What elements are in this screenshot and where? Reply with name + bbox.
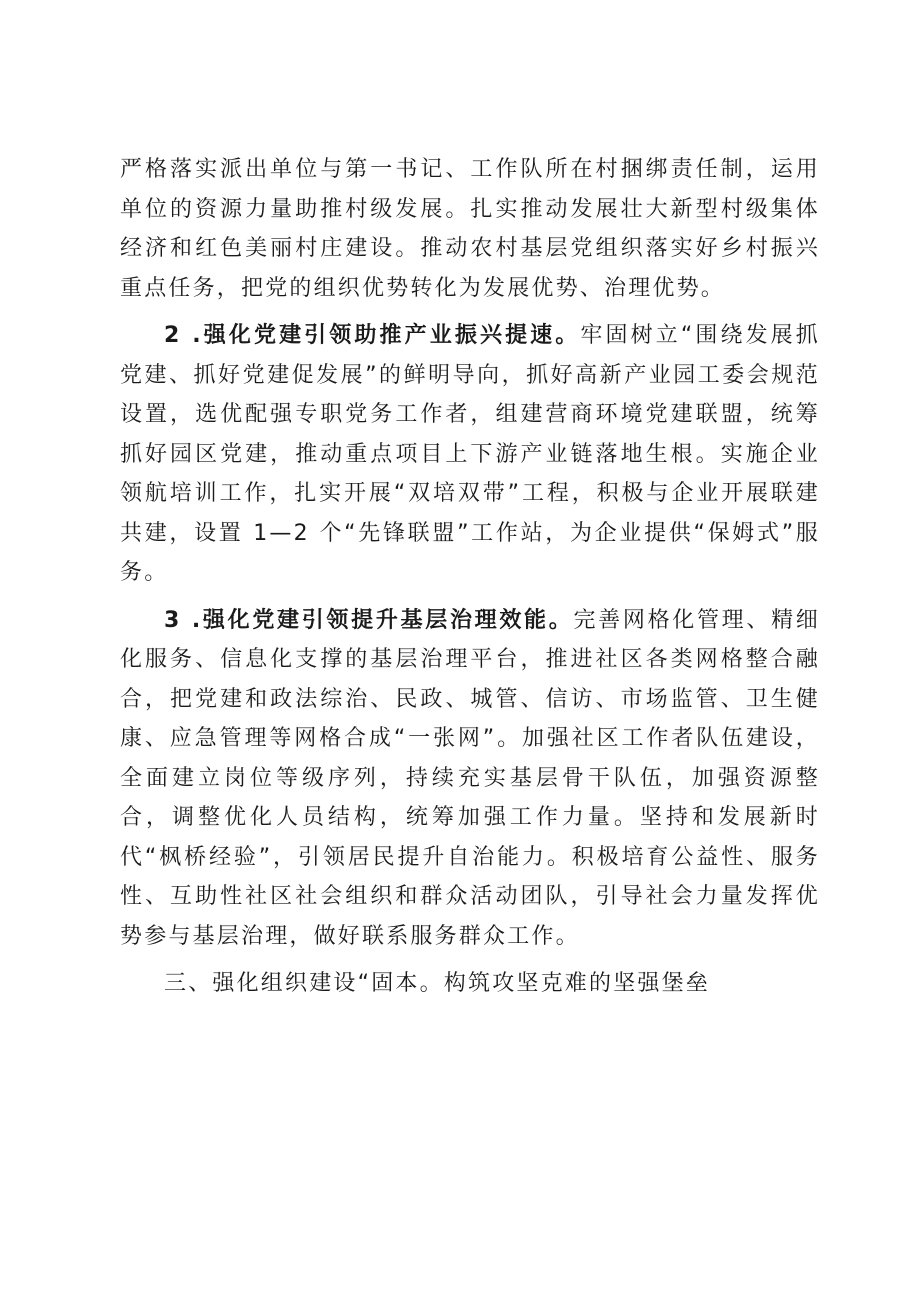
paragraph-heading: 3 .强化党建引领提升基层治理效能。 (164, 607, 574, 633)
paragraph-village-responsibility (120, 150, 820, 308)
paragraph-grassroots-governance (120, 601, 820, 957)
paragraph-text: 严格落实派出单位与第一书记、工作队所在村捆绑责任制，运用单位的资源力量助推村级发展。扎实推动发展壮大新型村级集体经济和红色美丽村庄建设。推动农村基层党组织落实好乡村振兴重点任务，把党的组织优势转化为发展优势、治理优势。 (120, 157, 820, 301)
paragraph-text: 牢固树立“围绕发展抓党建、抓好党建促发展”的鲜明导向，抓好高新产业园工委会规范设置，选优配强专职党务工作者，组建营商环境党建联盟，统筹抓好园区党建，推动重点项目上下游产业链落地生根。实施企业领航培训工作，扎实开展“双培双带”工程，积极与企业开展联建共建，设置 1—2 个“先锋联盟”工作站，为企业提供“保姆式”服务。 (120, 323, 820, 585)
section-heading (120, 964, 820, 1004)
section-heading-text: 三、强化组织建设“固本。构筑攻坚克难的坚强堡垒 (164, 971, 710, 996)
paragraph-heading: 2 .强化党建引领助推产业振兴提速。 (164, 323, 581, 348)
document-body (120, 150, 820, 1004)
paragraph-industry-revitalization (120, 316, 820, 593)
paragraph-text: 完善网格化管理、精细化服务、信息化支撑的基层治理平台，推进社区各类网格整合融合，把党建和政法综治、民政、城管、信访、市场监管、卫生健康、应急管理等网格合成“一张网”。加强社区工作者队伍建设，全面建立岗位等级序列，持续充实基层骨干队伍，加强资源整合，调整优化人员结构，统筹加强工作力量。坚持和发展新时代“枫桥经验”，引领居民提升自治能力。积极培育公益性、服务性、互助性社区社会组织和群众活动团队，引导社会力量发挥优势参与基层治理，做好联系服务群众工作。 (120, 607, 820, 949)
